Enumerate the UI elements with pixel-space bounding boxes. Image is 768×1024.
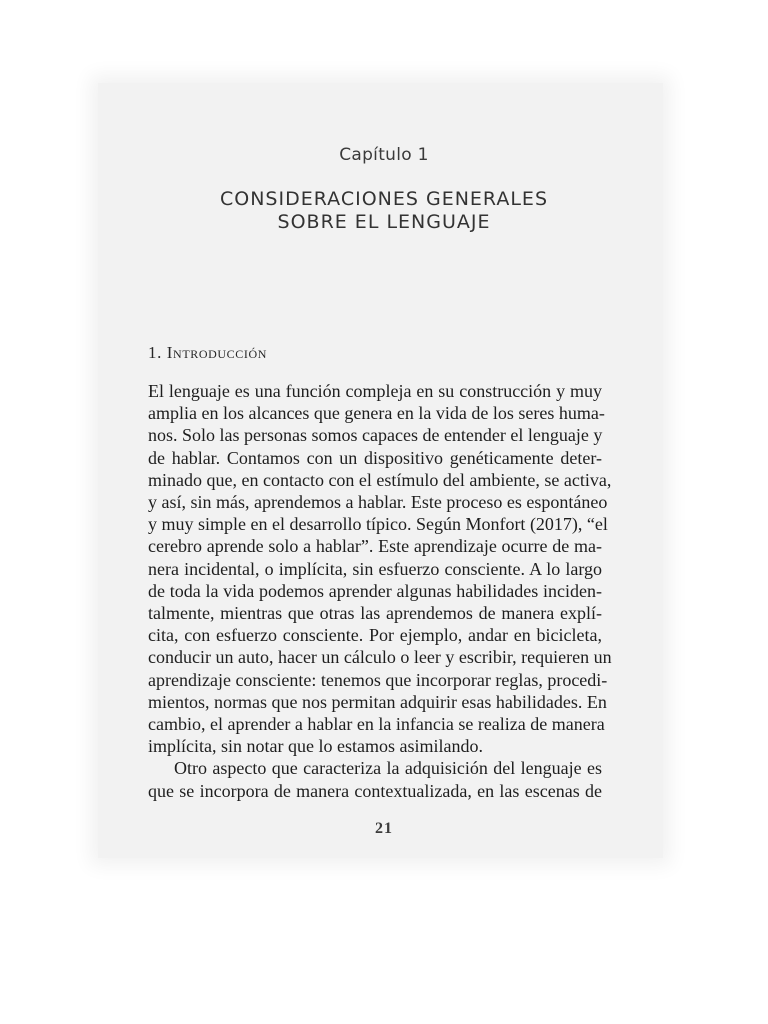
- text-line: Otro aspecto que caracteriza la adquisición del lenguaje es: [174, 758, 602, 779]
- text-line: y muy simple en el desarrollo típico. Según Monfort (2017), “el: [148, 514, 608, 535]
- text-line: de hablar. Contamos con un dispositivo genéticamente deter-: [148, 447, 602, 468]
- chapter-title-line: CONSIDERACIONES GENERALES: [220, 188, 548, 210]
- text-line: cita, con esfuerzo consciente. Por ejemplo, andar en bicicleta,: [148, 625, 602, 646]
- text-line: aprendizaje consciente: tenemos que incorporar reglas, procedi-: [148, 669, 608, 690]
- text-line: cerebro aprende solo a hablar”. Este aprendizaje ocurre de ma-: [148, 536, 602, 557]
- text-line: nos. Solo las personas somos capaces de entender el lenguaje y: [148, 425, 603, 446]
- text-line: que se incorpora de manera contextualizada, en las escenas de: [148, 780, 602, 801]
- page-number: 21: [375, 820, 393, 837]
- chapter-title: [0, 188, 768, 234]
- text-line: y así, sin más, aprendemos a hablar. Este proceso es espontáneo: [148, 492, 608, 513]
- text-line: cambio, el aprender a hablar en la infancia se realiza de manera: [148, 714, 605, 735]
- chapter-label: Capítulo 1: [339, 145, 429, 165]
- text-line: conducir un auto, hacer un cálculo o leer y escribir, requieren un: [148, 647, 612, 668]
- text-line: nera incidental, o implícita, sin esfuerzo consciente. A lo largo: [148, 558, 602, 579]
- text-line: minado que, en contacto con el estímulo del ambiente, se activa,: [148, 469, 612, 490]
- text-line: amplia en los alcances que genera en la vida de los seres huma-: [148, 403, 605, 424]
- body-text: [148, 380, 612, 802]
- text-line: El lenguaje es una función compleja en su construcción y muy: [148, 381, 602, 401]
- text-line: talmente, mientras que otras las aprendemos de manera explí-: [148, 603, 602, 624]
- text-line: mientos, normas que nos permitan adquirir esas habilidades. En: [148, 691, 607, 712]
- text-line: de toda la vida podemos aprender algunas habilidades inciden-: [148, 580, 602, 601]
- section-heading: 1. Introducción: [148, 343, 267, 362]
- text-line: implícita, sin notar que lo estamos asimilando.: [148, 736, 483, 757]
- chapter-title-line: SOBRE EL LENGUAJE: [277, 211, 491, 233]
